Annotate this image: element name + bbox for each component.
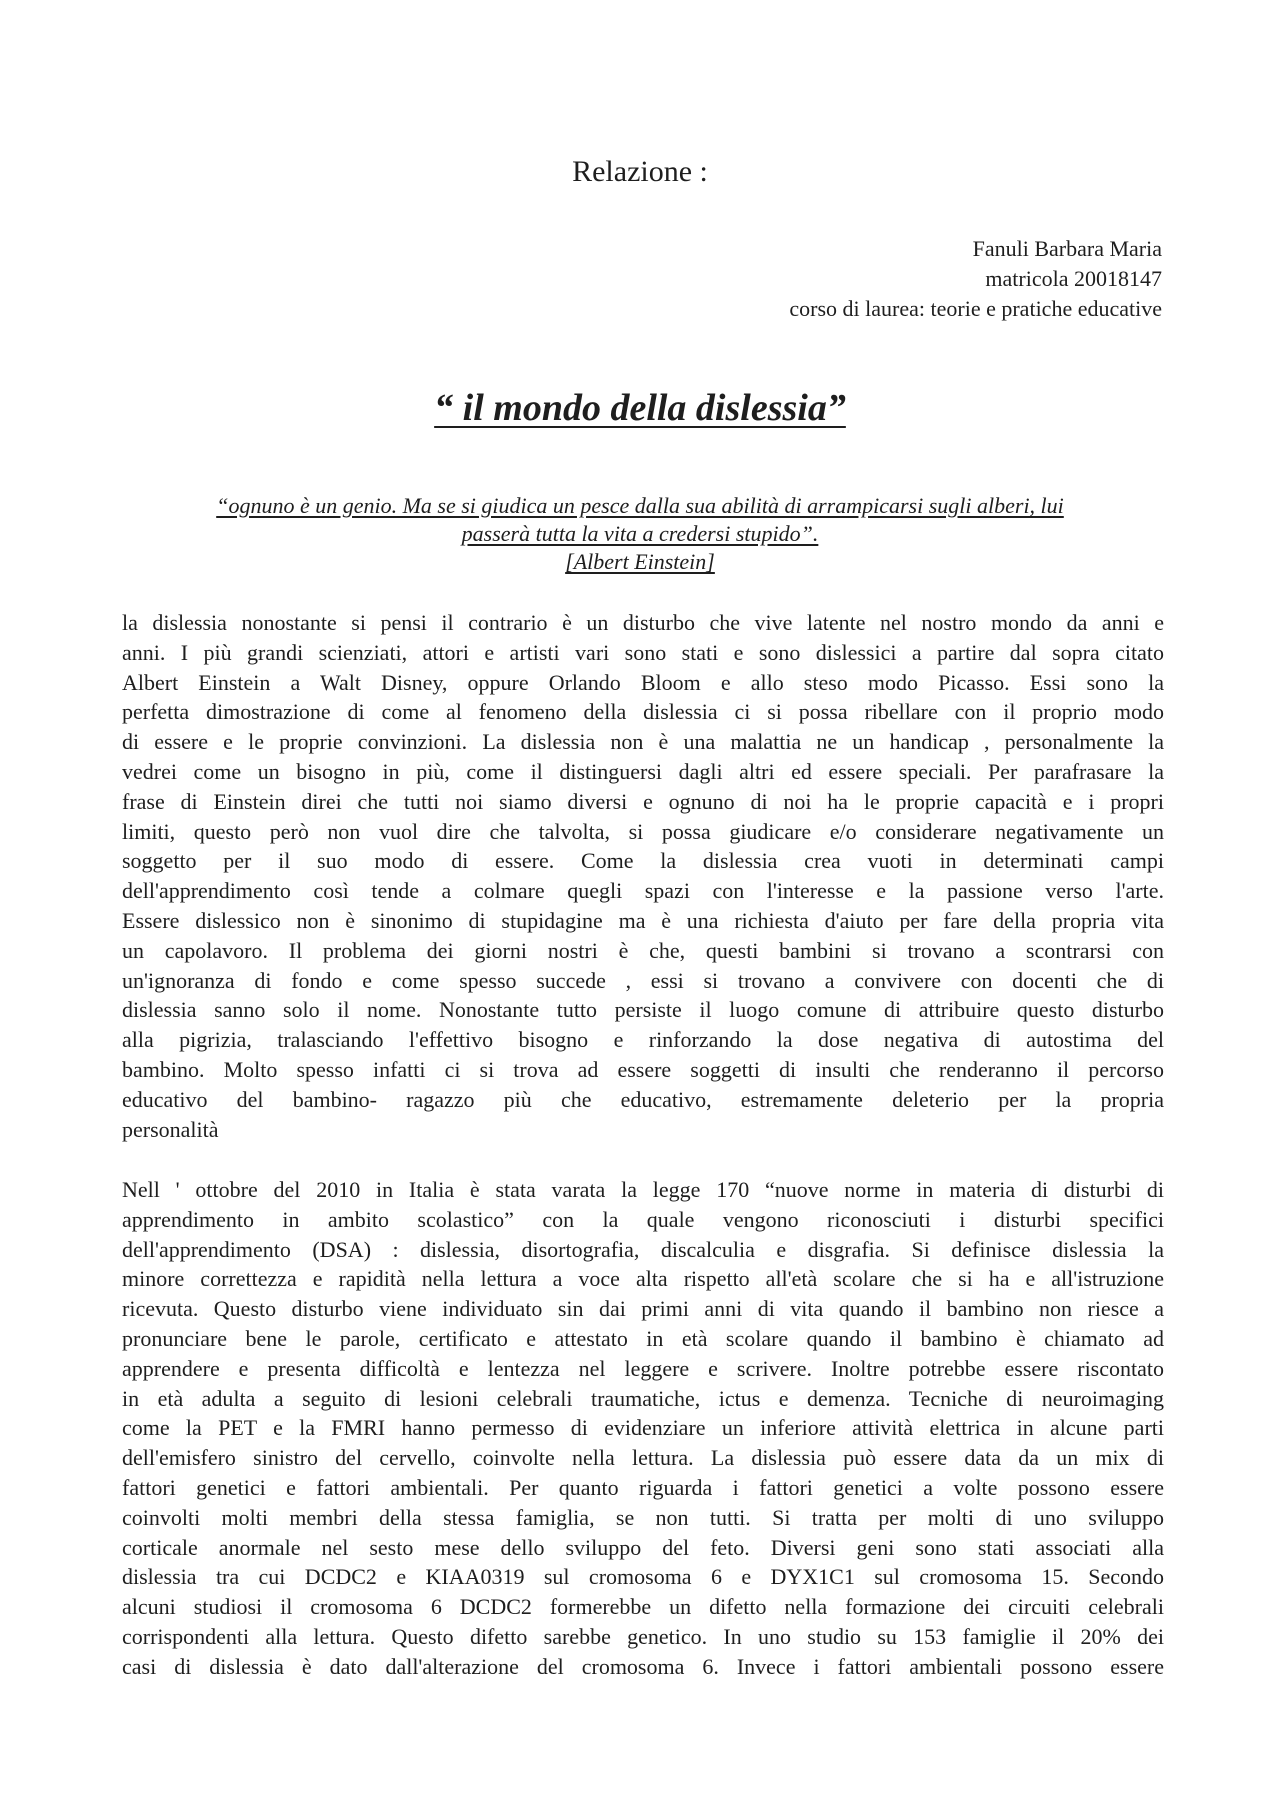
paragraph-line: apprendimento in ambito scolastico” con la quale vengono riconosciuti i disturbi specifici <box>122 1206 1164 1232</box>
quote-attribution: [Albert Einstein] <box>565 549 715 574</box>
author-course: corso di laurea: teorie e pratiche educative <box>789 296 1162 321</box>
paragraph-line: pronunciare bene le parole, certificato e attestato in età scolare quando il bambino è chiamato ad <box>122 1325 1164 1351</box>
paragraph-line: Essere dislessico non è sinonimo di stupidagine ma è una richiesta d'aiuto per fare della propria vita <box>122 907 1164 933</box>
paragraph-line: frase di Einstein direi che tutti noi siamo diversi e ognuno di noi ha le proprie capacità e i propri <box>122 788 1164 814</box>
paragraph-line: un'ignoranza di fondo e come spesso succede , essi si trovano a convivere con docenti che di <box>122 967 1164 993</box>
paragraph-line: anni. I più grandi scienziati, attori e artisti vari sono stati e sono dislessici a partire dal sopra citato <box>122 639 1164 665</box>
author-name: Fanuli Barbara Maria <box>972 236 1162 261</box>
paragraph-line: alcuni studiosi il cromosoma 6 DCDC2 formerebbe un difetto nella formazione dei circuiti celebrali <box>122 1594 1164 1620</box>
paragraph-line: dell'apprendimento così tende a colmare quegli spazi con l'interesse e la passione verso l'arte. <box>122 878 1164 904</box>
document-heading: Relazione : <box>572 155 708 188</box>
paragraph-line: fattori genetici e fattori ambientali. Per quanto riguarda i fattori genetici a volte possono essere <box>122 1474 1164 1500</box>
paragraph-line: coinvolti molti membri della stessa famiglia, se non tutti. Si tratta per molti di uno sviluppo <box>122 1504 1164 1530</box>
paragraph-line: di essere e le proprie convinzioni. La dislessia non è una malattia ne un handicap , personalmente la <box>122 729 1164 755</box>
paragraph-line: la dislessia nonostante si pensi il contrario è un disturbo che vive latente nel nostro mondo da anni e <box>122 610 1164 635</box>
paragraph-line: soggetto per il suo modo di essere. Come la dislessia crea vuoti in determinati campi <box>122 848 1164 874</box>
paragraph-line: Albert Einstein a Walt Disney, oppure Orlando Bloom e allo steso modo Picasso. Essi sono la <box>122 669 1164 695</box>
paragraph-line: come la PET e la FMRI hanno permesso di evidenziare un inferiore attività elettrica in alcune parti <box>122 1415 1164 1441</box>
paragraph-line: dell'apprendimento (DSA) : dislessia, disortografia, discalculia e disgrafia. Si definisce dislessia la <box>122 1236 1164 1262</box>
paragraph-line: dislessia tra cui DCDC2 e KIAA0319 sul cromosoma 6 e DYX1C1 sul cromosoma 15. Secondo <box>122 1564 1164 1590</box>
paragraph-line: personalità <box>122 1116 219 1142</box>
paragraph-line: dislessia sanno solo il nome. Nonostante tutto persiste il luogo comune di attribuire questo disturbo <box>122 997 1164 1023</box>
paragraph-line: ricevuta. Questo disturbo viene individuato sin dai primi anni di vita quando il bambino non riesce a <box>122 1296 1164 1322</box>
paragraph-line: bambino. Molto spesso infatti ci si trova ad essere soggetti di insulti che renderanno il percorso <box>122 1056 1164 1082</box>
author-block <box>789 234 1162 324</box>
paragraph-line: alla pigrizia, tralasciando l'effettivo bisogno e rinforzando la dose negativa di autostima del <box>122 1027 1164 1053</box>
body-paragraph-2 <box>122 1175 1164 1682</box>
paragraph-line: educativo del bambino- ragazzo più che educativo, estremamente deleterio per la propria <box>122 1086 1164 1112</box>
paragraph-line: casi di dislessia è dato dall'alterazione del cromosoma 6. Invece i fattori ambientali possono essere <box>122 1653 1164 1679</box>
body-paragraph-1 <box>122 608 1164 1144</box>
paragraph-line: apprendere e presenta difficoltà e lentezza nel leggere e scrivere. Inoltre potrebbe essere riscontato <box>122 1355 1164 1381</box>
paragraph-line: in età adulta a seguito di lesioni celebrali traumatiche, ictus e demenza. Tecniche di neuroimaging <box>122 1385 1164 1411</box>
document-title: “ il mondo della dislessia” <box>434 387 846 429</box>
paragraph-line: corticale anormale nel sesto mese dello sviluppo del feto. Diversi geni sono stati associati alla <box>122 1534 1164 1560</box>
paragraph-line: un capolavoro. Il problema dei giorni nostri è che, questi bambini si trovano a scontrarsi con <box>122 937 1164 963</box>
paragraph-line: limiti, questo però non vuol dire che talvolta, si possa giudicare e/o considerare negativamente un <box>122 818 1164 844</box>
paragraph-line: dell'emisfero sinistro del cervello, coinvolte nella lettura. La dislessia può essere data da un mix di <box>122 1445 1164 1471</box>
paragraph-line: vedrei come un bisogno in più, come il distinguersi dagli altri ed essere speciali. Per parafrasare la <box>122 758 1164 784</box>
paragraph-line: minore correttezza e rapidità nella lettura a voce alta rispetto all'età scolare che si ha e all'istruzione <box>122 1266 1164 1292</box>
author-matricola: matricola 20018147 <box>985 266 1162 291</box>
document-title-block <box>0 384 1280 432</box>
paragraph-line: corrispondenti alla lettura. Questo difetto sarebbe genetico. In uno studio su 153 famiglie il 20% dei <box>122 1623 1164 1649</box>
epigraph-quote <box>120 492 1160 576</box>
paragraph-line: perfetta dimostrazione di come al fenomeno della dislessia ci si possa ribellare con il proprio modo <box>122 699 1164 725</box>
quote-line-2: passerà tutta la vita a credersi stupido”. <box>461 521 819 546</box>
quote-line-1: “ognuno è un genio. Ma se si giudica un pesce dalla sua abilità di arrampicarsi sugli alberi, lui <box>216 493 1064 518</box>
paragraph-line: Nell ' ottobre del 2010 in Italia è stata varata la legge 170 “nuove norme in materia di disturbi di <box>122 1177 1164 1202</box>
